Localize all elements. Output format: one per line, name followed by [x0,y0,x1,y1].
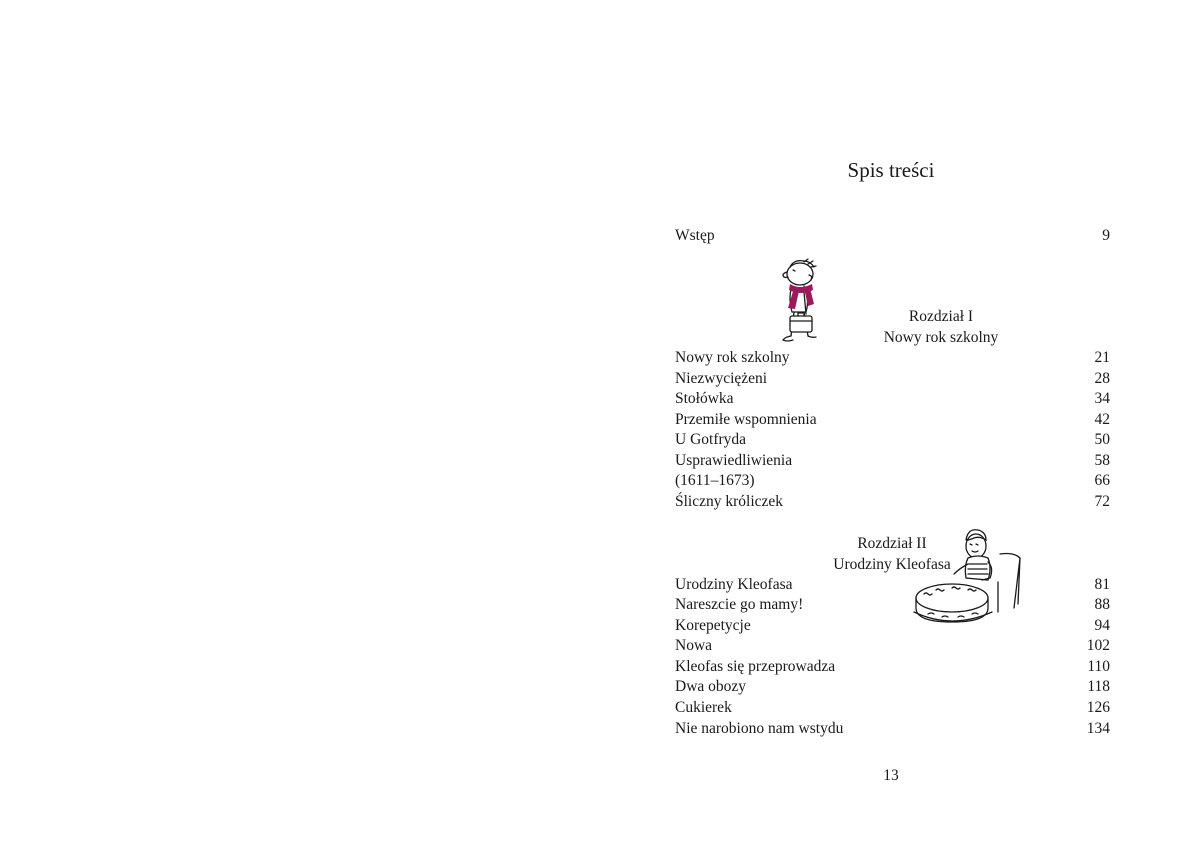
toc-entry-title: Przemiłe wspomnienia [675,411,817,428]
toc-entry[interactable] [675,492,1110,513]
toc-entry-page: 81 [1094,576,1110,593]
toc-entry-title: Kleofas się przeprowadza [675,658,836,675]
toc-entry[interactable] [675,451,1110,472]
toc-entry-intro[interactable] [675,226,1110,247]
toc-entry-title: Cukierek [675,699,732,716]
chapter-1-number: Rozdział I [908,308,974,325]
toc-entry-page: 134 [1086,720,1110,737]
toc-entry-title: Wstęp [675,227,715,244]
toc-page [600,0,1200,854]
toc-entry-page: 126 [1086,699,1110,716]
toc-entry-title: (1611–1673) [675,472,755,489]
toc-entry[interactable] [675,698,1110,719]
toc-entry-page: 9 [1102,227,1110,244]
chapter-1-name: Nowy rok szkolny [883,329,999,346]
toc-entry[interactable] [675,348,1110,369]
toc-entry[interactable] [675,410,1110,431]
toc-entry[interactable] [675,636,1110,657]
toc-entry[interactable] [675,369,1110,390]
toc-entry-page: 110 [1087,658,1110,675]
page-number: 13 [883,767,899,784]
toc-entry-title: Stołówka [675,390,734,407]
toc-entry-page: 58 [1094,452,1110,469]
toc-entry[interactable] [675,616,1110,637]
toc-entry-page: 102 [1086,637,1110,654]
toc-entry-title: Urodziny Kleofasa [675,576,793,593]
toc-entry[interactable] [675,575,1110,596]
toc-entry-page: 94 [1094,617,1110,634]
toc-entry-page: 66 [1094,472,1110,489]
toc-entry[interactable] [675,595,1110,616]
chapter-2-name: Urodziny Kleofasa [833,556,951,573]
toc-entry[interactable] [675,471,1110,492]
toc-entry-title: U Gotfryda [675,431,747,448]
toc-entry-title: Nowa [675,637,713,654]
toc-entry-title: Usprawiedliwienia [675,452,793,469]
toc-title: Spis treści [847,158,935,182]
toc-entry-page: 72 [1094,493,1110,510]
toc-entry[interactable] [675,719,1110,740]
toc-entry[interactable] [675,430,1110,451]
boy-with-scarf-icon [760,258,832,346]
toc-entry-page: 28 [1094,370,1110,387]
toc-entry-page: 88 [1094,596,1110,613]
toc-entry[interactable] [675,677,1110,698]
toc-entry-title: Korepetycje [675,617,751,634]
toc-entry-page: 118 [1087,678,1110,695]
toc-entry-page: 42 [1094,411,1110,428]
toc-entry-page: 21 [1094,349,1110,366]
toc-entry-title: Nareszcie go mamy! [675,596,804,613]
chapter-2-number: Rozdział II [857,535,927,552]
chapter-1-heading [826,306,1056,348]
toc-entry[interactable] [675,657,1110,678]
toc-entry-page: 34 [1094,390,1110,407]
toc-entry-title: Nie narobiono nam wstydu [675,720,844,737]
toc-entry-title: Śliczny króliczek [675,493,784,510]
toc-entry-page: 50 [1094,431,1110,448]
toc-entry-title: Niezwyciężeni [675,370,768,387]
toc-entry-title: Nowy rok szkolny [675,349,790,366]
toc-entry-title: Dwa obozy [675,678,747,695]
toc-entry[interactable] [675,389,1110,410]
